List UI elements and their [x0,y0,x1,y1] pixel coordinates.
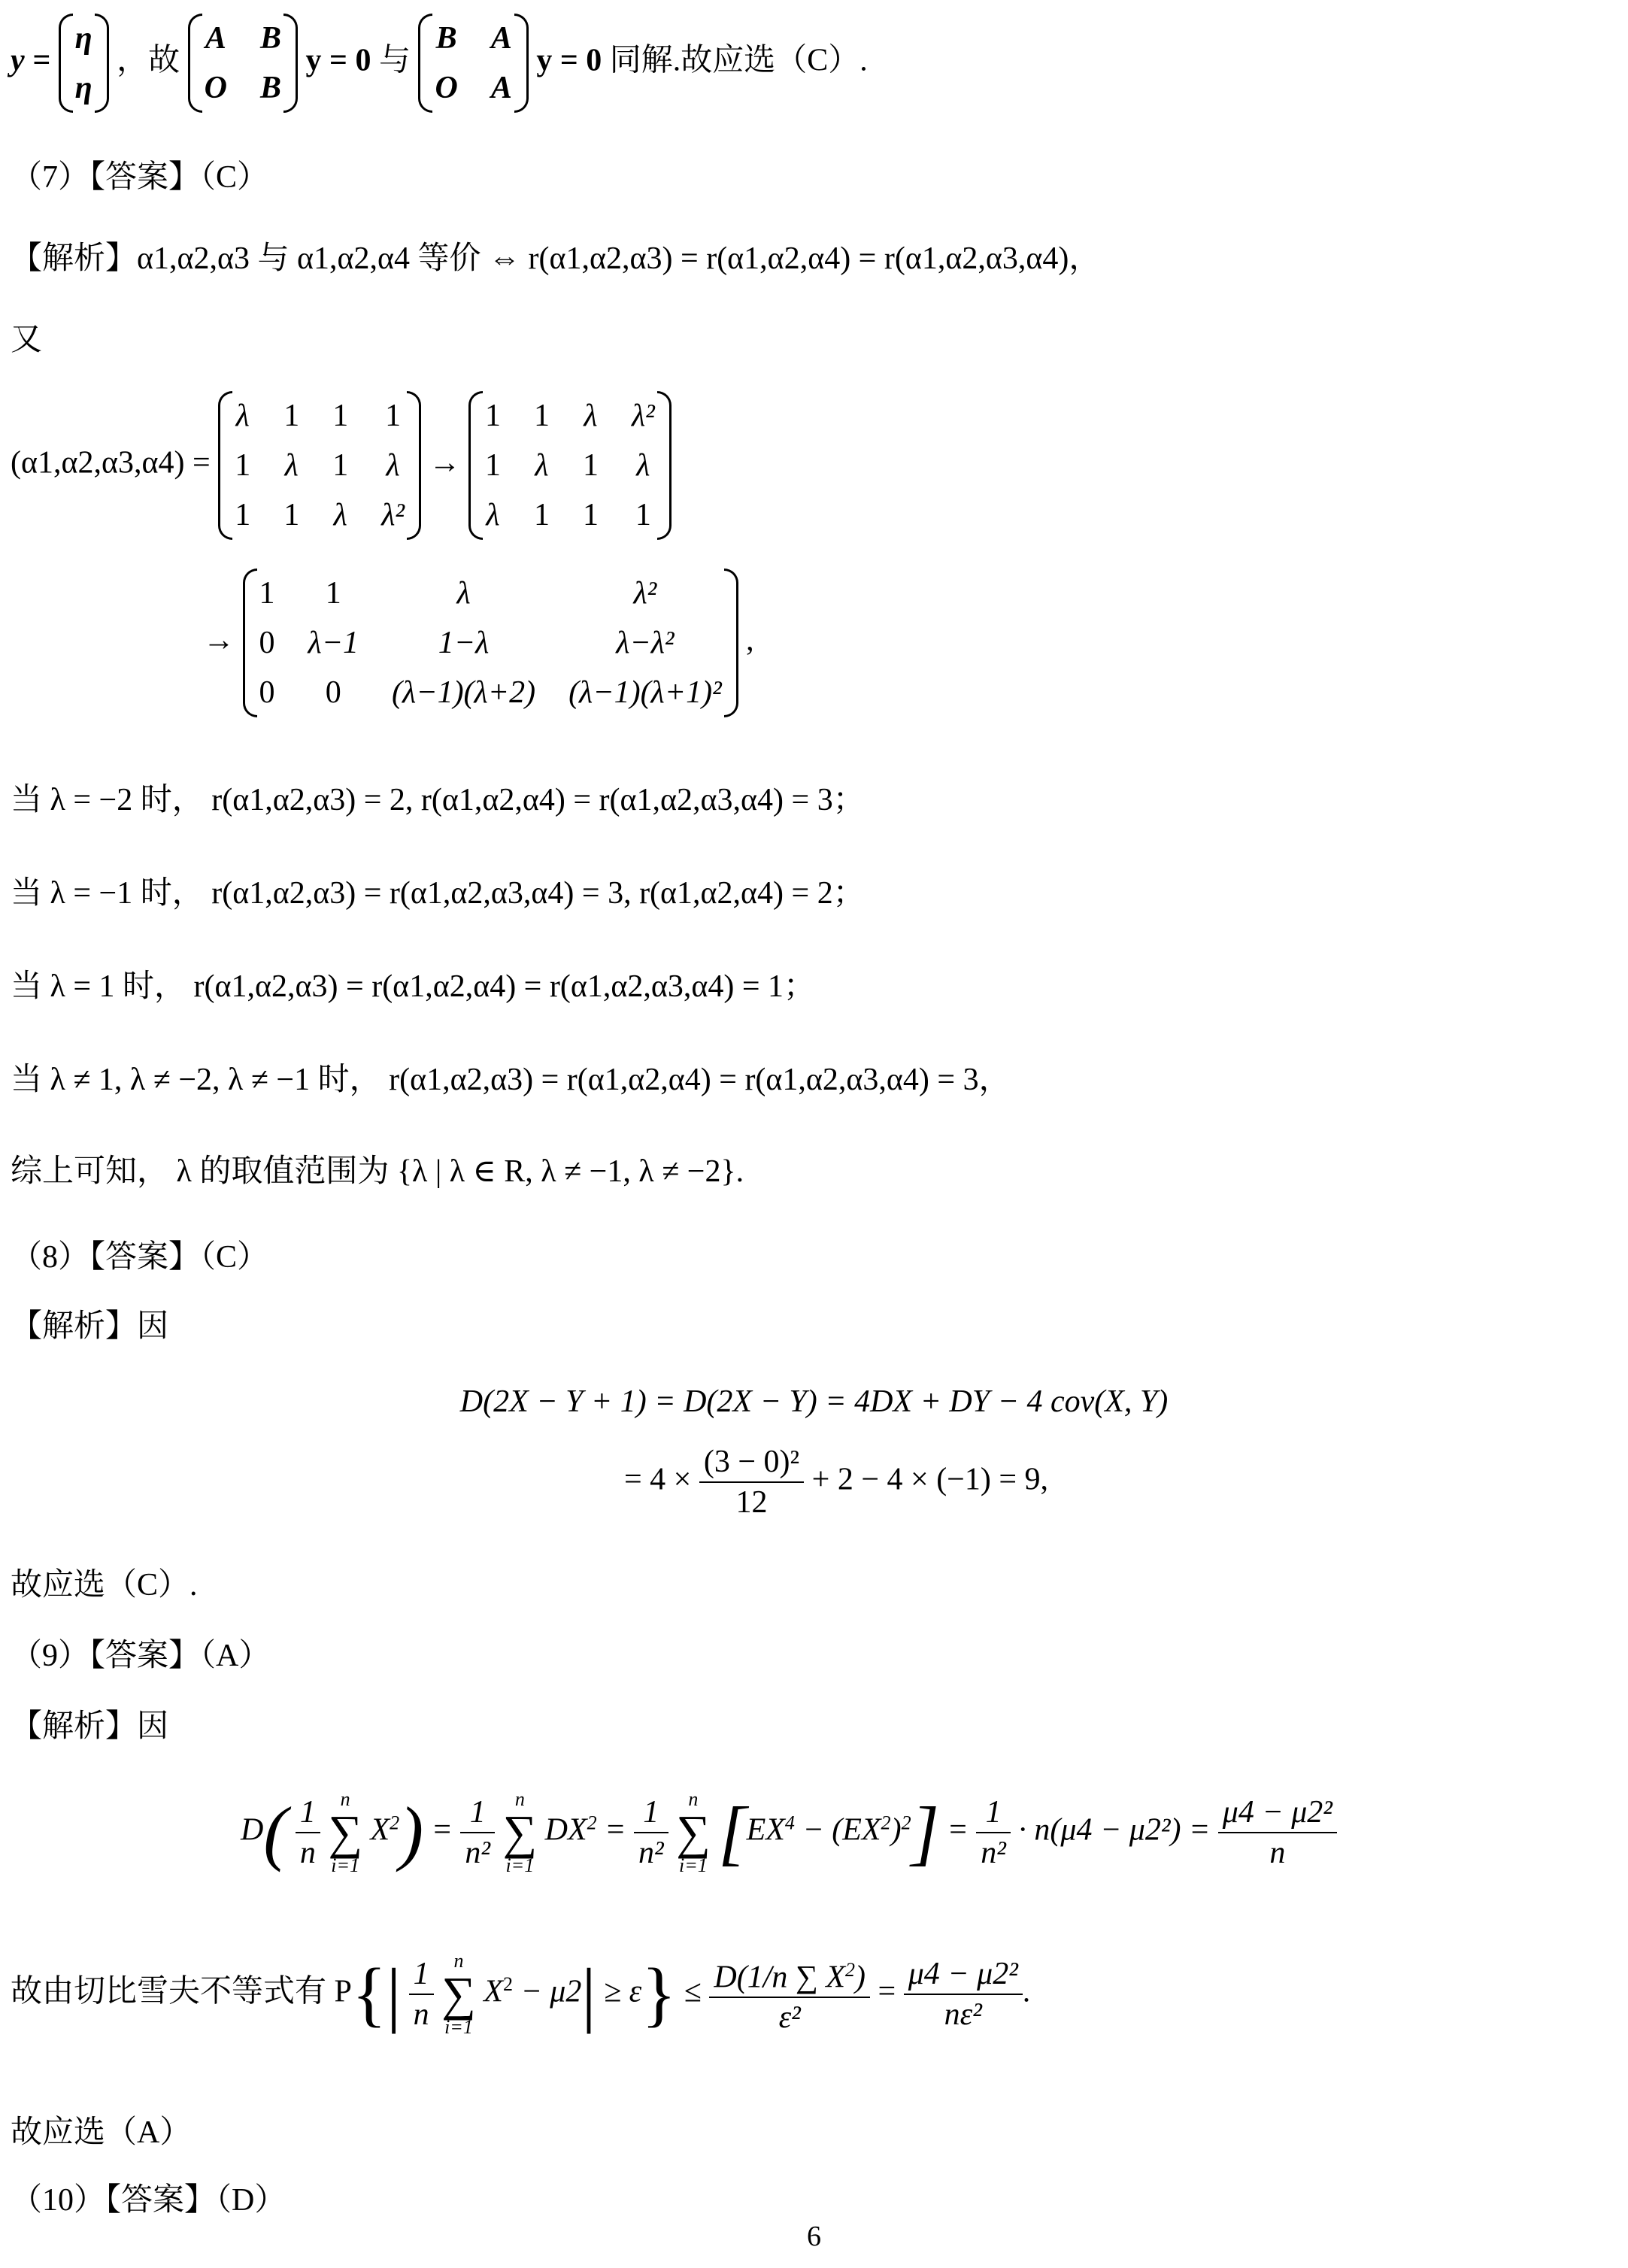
m3-cell-0-0: 1 [259,576,275,611]
m1-cell-2-3: λ² [381,498,405,532]
matrix-1 [218,391,421,540]
y-zero-2: y = 0 [536,43,602,78]
q8-analysis: 【解析】因 [11,1309,169,1344]
q7-you: 又 [11,323,43,357]
q8-eq1: D(2X − Y + 1) = D(2X − Y) = 4DX + DY − 4 cov(X, Y) [459,1384,1169,1419]
m2-cell-1-2: 1 [582,448,599,483]
m3-cell-2-1: 0 [325,675,341,710]
m2-cell-1-0: 1 [484,448,501,483]
q9-analysis: 【解析】因 [11,1709,169,1744]
matrix-BA-OA: B A O A [418,14,528,113]
q7-case3: 当 λ = 1 时， r(α1,α2,α3) = r(α1,α2,α4) = r(α1,α2,α3,α4) = 1； [11,969,816,1004]
m3-cell-1-3: λ−λ² [616,626,675,660]
m2-cell-1-3: λ [636,448,650,483]
m3-cell-2-2: (λ−1)(λ+2) [392,675,536,710]
m2-cell-0-3: λ² [631,399,655,433]
matrix-AB-OB: A B O B [188,14,298,113]
m1-cell-1-1: λ [284,448,299,483]
tongjie-text: 同解.故应选（C）. [609,43,868,78]
q7-analysis: 【解析】α1,α2,α3 与 α1,α2,α4 等价 ⇔ r(α1,α2,α3) = r(α1,α2,α4) = r(α1,α2,α3,α4)， [11,241,1101,276]
m1-cell-2-1: 1 [283,498,300,532]
m1-cell-0-1: 1 [283,399,300,433]
m2-cell-0-0: 1 [484,399,501,433]
q7-case4: 当 λ ≠ 1, λ ≠ −2, λ ≠ −1 时， r(α1,α2,α3) = r(α1,α2,α4) = r(α1,α2,α3,α4) = 3， [11,1063,1011,1097]
m1-cell-0-0: λ [235,399,250,433]
m1-cell-1-2: 1 [332,448,349,483]
q7-matrix-row1 [11,391,672,540]
arrow-2: → [203,623,235,658]
m3-cell-1-2: 1−λ [438,626,490,660]
m3-cell-1-1: λ−1 [308,626,359,660]
q7-conclusion: 综上可知， λ 的取值范围为 {λ | λ ∈ R, λ ≠ −1, λ ≠ −2}. [11,1154,744,1189]
gu-text: ，故 [117,43,180,78]
m1-cell-0-3: 1 [385,399,402,433]
m3-cell-1-0: 0 [259,626,275,660]
q7-matrix-row2: → 1 1 λ λ² 0 λ−1 1−λ λ−λ² 0 0 (λ−1)(λ+2) (λ−1)(λ+1)² , [203,569,754,717]
q7-lhs: (α1,α2,α3,α4) = [11,445,211,481]
q8-fraction: $\frac{\text{(3 − 0)²}}{12}$ [699,1442,804,1522]
q8-conclusion: 故应选（C）. [11,1568,198,1602]
matrix-2 [468,391,672,540]
q9-heading: （9）【答案】（A） [11,1639,271,1673]
m3-cell-2-3: (λ−1)(λ+1)² [568,675,722,710]
q7-case1: 当 λ = −2 时， r(α1,α2,α3) = 2, r(α1,α2,α4) = r(α1,α2,α3,α4) = 3； [11,783,865,817]
q10-heading: （10）【答案】（D） [11,2183,286,2218]
matrix-3 [243,569,738,717]
m2-cell-2-2: 1 [582,498,599,532]
m1-cell-1-0: 1 [235,448,251,483]
q9-conclusion: 故应选（A） [11,2115,192,2150]
line-top [11,14,868,113]
m2-cell-2-0: λ [486,498,500,532]
q7-case2: 当 λ = −1 时， r(α1,α2,α3) = r(α1,α2,α3,α4) = 3, r(α1,α2,α4) = 2； [11,876,865,911]
page-number: 6 [807,2221,821,2252]
m2-cell-0-2: λ [584,399,598,433]
m2-cell-2-3: 1 [635,498,651,532]
m1-cell-2-0: 1 [235,498,251,532]
q7-heading: （7）【答案】（C） [11,160,269,195]
m2-cell-1-1: λ [535,448,549,483]
arrow-1: → [429,445,461,481]
q8-eq2: = 4 × $\frac{\text{(3 − 0)²}}{12}$ + 2 − 4 × (−1) = 9, [624,1442,1048,1522]
m1-cell-2-2: λ [333,498,347,532]
y-eq: y = [11,43,51,78]
m2-cell-0-1: 1 [533,399,550,433]
y-zero-1: y = 0 [305,43,371,78]
m3-cell-0-2: λ [456,576,471,611]
m3-cell-2-0: 0 [259,675,275,710]
q8-heading: （8）【答案】（C） [11,1240,269,1275]
m1-cell-1-3: λ [386,448,400,483]
q9-chebyshev: 故由切比雪夫不等式有 P{| $\frac{1}{n}$ n ∑ i=1 $X^2 - \mu 2| \ge \varepsilon$} ≤ $\frac{D(1/n \sum X^2)}{\text{ε²}}$ = $\frac{\text{μ4 − μ2²}}{\text{nε²}}$ . [11,1949,1031,2038]
m3-cell-0-1: 1 [325,576,341,611]
m1-cell-0-2: 1 [332,399,349,433]
eta-vector: η η [59,14,109,113]
yu-text: 与 [378,43,411,78]
q9-variance-eq: D( $\frac{1}{n}$ n ∑ i=1 $X^2$) = $\frac{1}{\text{n²}}$ n ∑ i=1 $DX^2$ = $\frac{1}{\text{n²}}$ n ∑ i=1 $[EX^4 - (EX^2)^2]$ = $\frac{1}{\text{n²}}$ · n(μ4 − μ2²) = $\frac{\text{μ4 − μ2²}}{n}$ [241,1790,1337,1875]
m3-cell-0-3: λ² [633,576,657,611]
cheb-fraction: $\frac{D(1/n \sum X^2)}{\text{ε²}}$ [709,1951,870,2037]
m2-cell-2-1: 1 [533,498,550,532]
